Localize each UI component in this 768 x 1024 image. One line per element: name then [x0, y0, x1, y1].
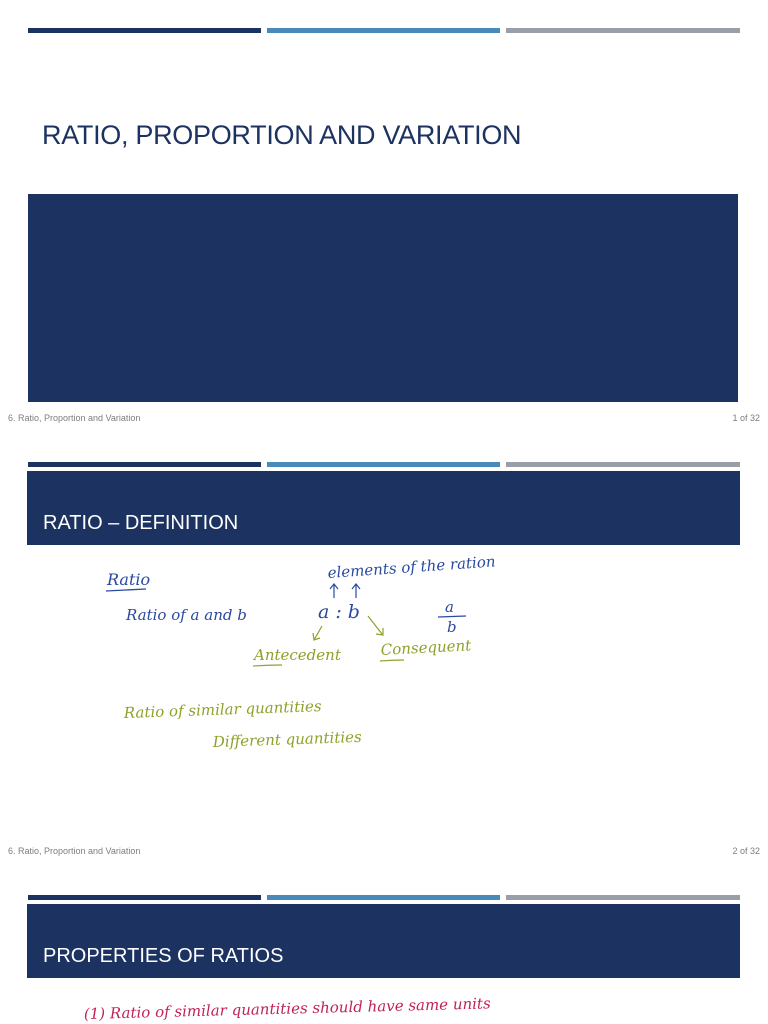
- note-different-quantities: Different quantities: [212, 727, 362, 751]
- note-underline: [106, 589, 146, 591]
- note-fraction-num: a: [445, 598, 454, 616]
- note-property-1: (1) Ratio of similar quantities should have same units: [83, 994, 491, 1023]
- note-fraction-den: b: [447, 618, 457, 636]
- note-similar-quantities: Ratio of similar quantities: [123, 697, 322, 722]
- handwritten-notes: [0, 462, 768, 842]
- note-antecedent-underline: [253, 665, 282, 666]
- note-arrow-up-right: [352, 584, 360, 598]
- note-a-colon-b: a : b: [318, 601, 360, 623]
- note-ratio-heading: Ratio: [107, 570, 151, 589]
- footer-course: 6. Ratio, Proportion and Variation: [8, 413, 141, 423]
- slide-title: PROPERTIES OF RATIOS: [43, 945, 284, 967]
- slide-title: RATIO – DEFINITION: [43, 512, 239, 534]
- accent-bar-navy: [28, 28, 261, 33]
- slide-3: [0, 895, 768, 1024]
- note-arrow-down-left: [313, 626, 322, 640]
- note-elements: elements of the ration: [327, 552, 496, 582]
- footer-page: 1 of 32: [732, 413, 760, 423]
- accent-bar-blue: [267, 28, 500, 33]
- note-arrow-up-left: [330, 584, 338, 598]
- note-arrow-down-right: [368, 616, 383, 635]
- note-fraction-bar: [438, 616, 466, 617]
- note-ratio-of: Ratio of a and b: [126, 606, 247, 624]
- slide-2: [0, 462, 768, 862]
- note-antecedent: Antecedent: [254, 646, 341, 664]
- title-block: [28, 194, 738, 402]
- footer-course: 6. Ratio, Proportion and Variation: [8, 846, 141, 856]
- note-consequent: Consequent: [380, 636, 472, 659]
- slide-1: [0, 28, 768, 428]
- note-consequent-underline: [380, 660, 404, 661]
- slide-title: RATIO, PROPORTION AND VARIATION: [42, 120, 522, 150]
- accent-bars: [28, 28, 740, 33]
- handwritten-notes: [0, 895, 768, 1024]
- accent-bar-gray: [506, 28, 740, 33]
- footer-page: 2 of 32: [732, 846, 760, 856]
